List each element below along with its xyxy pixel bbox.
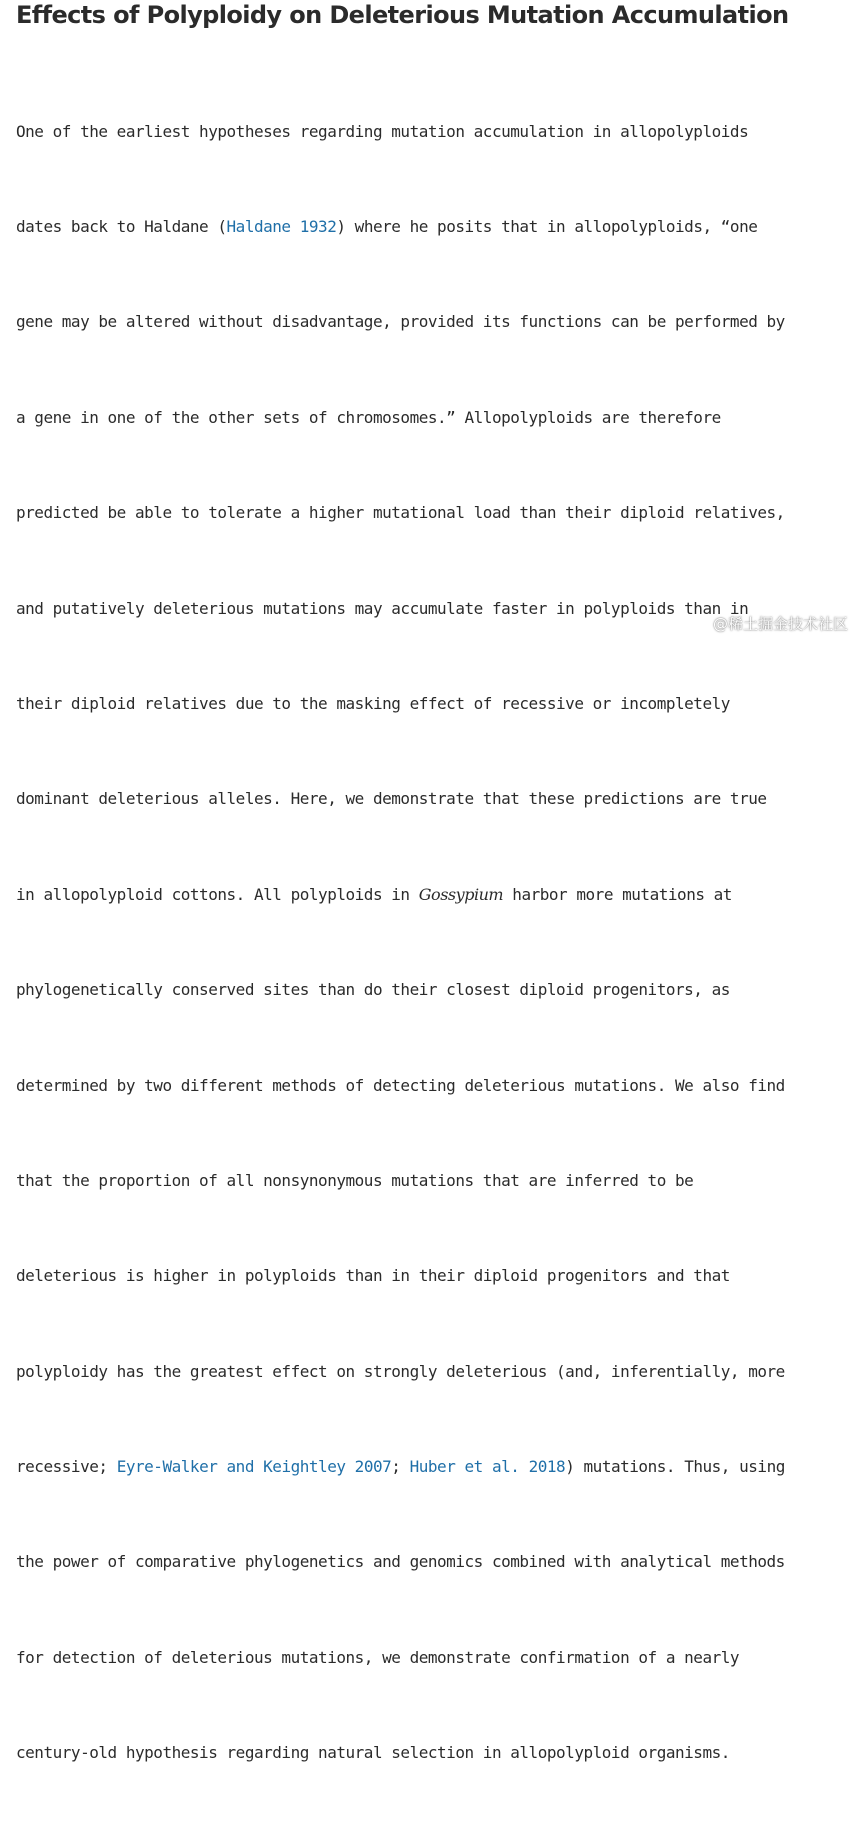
paragraph-line (16, 1737, 846, 1769)
text-run: century-old hypothesis regarding natural selection in allopolyploid organisms. (16, 1743, 730, 1763)
paragraph-line (16, 1546, 846, 1578)
text-run: phylogenetically conserved sites than do their closest diploid progenitors, as (16, 980, 730, 1000)
paragraph-line (16, 1165, 846, 1197)
article-title: Effects of Polyploidy on Deleterious Mutation Accumulation (16, 1, 789, 29)
text-run: that the proportion of all nonsynonymous mutations that are inferred to be (16, 1170, 694, 1190)
paragraph-line (16, 688, 846, 720)
text-run: deleterious is higher in polyploids than in their diploid progenitors and that (16, 1266, 730, 1286)
paragraph-line (16, 211, 846, 243)
paragraph-line (16, 1642, 846, 1674)
text-run: ) mutations. Thus, using (565, 1457, 785, 1477)
text-run: ) where he posits that in allopolyploids, “one (336, 216, 758, 236)
paragraph-line (16, 1070, 846, 1102)
text-run: their diploid relatives due to the masking effect of recessive or incompletely (16, 693, 730, 713)
citation-link-eyre-walker-2007[interactable]: Eyre-Walker and Keightley 2007 (116, 1457, 392, 1477)
text-run: dates back to Haldane ( (16, 216, 227, 236)
paragraph-line (16, 1260, 846, 1292)
paragraph-line (16, 116, 846, 148)
paragraph-line (16, 974, 846, 1006)
text-run: in allopolyploid cottons. All polyploids in (16, 884, 419, 904)
text-run: recessive; (16, 1457, 117, 1477)
paragraph-line (16, 402, 846, 434)
paragraph-line (16, 879, 846, 911)
text-run: determined by two different methods of detecting deleterious mutations. We also find (16, 1075, 785, 1095)
text-run: the power of comparative phylogenetics and genomics combined with analytical methods (16, 1552, 785, 1572)
text-run: polyploidy has the greatest effect on strongly deleterious (and, inferentially, more (16, 1361, 785, 1381)
citation-link-haldane-1932[interactable]: Haldane 1932 (226, 216, 337, 236)
text-run: harbor more mutations at (503, 884, 732, 904)
paragraph-line (16, 1451, 846, 1483)
text-run: gene may be altered without disadvantage, provided its functions can be performed by (16, 312, 785, 332)
citation-link-huber-2018[interactable]: Huber et al. 2018 (409, 1457, 566, 1477)
genus-name-italic: Gossypium (418, 884, 504, 904)
paragraph-line (16, 783, 846, 815)
text-run: and putatively deleterious mutations may accumulate faster in polyploids than in (16, 598, 749, 618)
text-run: One of the earliest hypotheses regarding mutation accumulation in allopolyploids (16, 121, 749, 141)
watermark: @稀土掘金技术社区 (712, 615, 848, 633)
text-run: dominant deleterious alleles. Here, we demonstrate that these predictions are true (16, 789, 767, 809)
text-run: ; (391, 1457, 410, 1477)
paragraph-line (16, 497, 846, 529)
text-run: a gene in one of the other sets of chromosomes.” Allopolyploids are therefore (16, 407, 721, 427)
text-run: predicted be able to tolerate a higher mutational load than their diploid relatives, (16, 503, 785, 523)
text-run: for detection of deleterious mutations, we demonstrate confirmation of a nearly (16, 1647, 740, 1667)
paragraph-line (16, 1356, 846, 1388)
article-paragraph (16, 52, 846, 1833)
paragraph-line (16, 306, 846, 338)
